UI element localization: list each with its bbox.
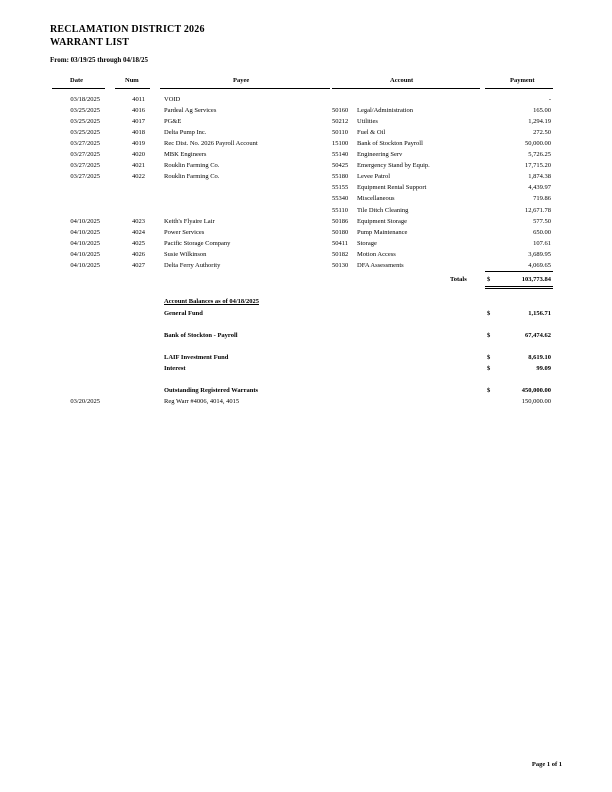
row-account-name: Levee Patrol <box>357 173 391 181</box>
balance-amount: 450,000.00 <box>521 387 551 394</box>
row-account-code: 55140 <box>332 151 349 159</box>
header-rule <box>485 88 553 89</box>
row-account-name: Emergency Stand by Equip. <box>357 162 430 170</box>
row-payee: Rouklin Farming Co. <box>164 173 220 181</box>
row-num: 4027 <box>132 261 145 269</box>
header-rule <box>332 88 480 89</box>
row-num: 4026 <box>132 250 145 258</box>
balance-amount: 8,619.10 <box>528 354 551 361</box>
row-account-code: 50186 <box>332 217 349 225</box>
row-payee: PG&E <box>164 118 182 126</box>
row-payee: MBK Engineers <box>164 151 207 159</box>
row-payee: Power Services <box>164 228 205 236</box>
balance-amount: 67,474.62 <box>525 332 551 339</box>
date-range: From: 03/19/25 through 04/18/25 <box>50 56 148 64</box>
row-payee: Rec Dist. No. 2026 Payroll Account <box>164 140 258 148</box>
row-payment: 650.00 <box>533 228 551 236</box>
row-account-code: 15100 <box>332 140 349 148</box>
row-payee: Delta Ferry Authority <box>164 261 221 269</box>
row-payment: 719.86 <box>533 195 551 203</box>
totals-label: Totals <box>450 276 467 283</box>
row-account-name: Tile Ditch Cleaning <box>357 206 409 214</box>
row-num: 4011 <box>132 96 145 103</box>
row-date: 03/25/2025 <box>70 129 100 137</box>
row-account-name: Fuel & Oil <box>357 129 386 137</box>
balance-currency: $ <box>487 365 491 372</box>
row-date: 04/10/2025 <box>70 261 100 269</box>
row-payee: Pardeal Ag Services <box>164 107 217 115</box>
row-date: 03/25/2025 <box>70 107 100 115</box>
row-account-name: Engineering Serv <box>357 151 403 159</box>
row-num: 4019 <box>132 140 145 148</box>
col-header-payee: Payee <box>233 77 250 84</box>
row-date: 03/27/2025 <box>70 173 100 181</box>
row-num: 4022 <box>132 173 145 181</box>
row-payment: 4,439.97 <box>528 184 551 192</box>
header-rule <box>115 88 150 89</box>
reg-warrant-amount: 150,000.00 <box>521 398 551 405</box>
row-account-name: Storage <box>357 239 377 247</box>
row-account-code: 50110 <box>332 129 349 137</box>
document-title: WARRANT LIST <box>50 37 130 48</box>
balance-label: LAIF Investment Fund <box>164 354 229 361</box>
row-payment: - <box>548 96 551 103</box>
row-account-name: Miscellaneous <box>357 195 395 203</box>
row-date: 03/27/2025 <box>70 140 100 148</box>
total-double-rule <box>485 288 553 289</box>
col-header-account: Account <box>390 77 414 84</box>
row-payment: 4,069.65 <box>528 261 551 269</box>
row-account-code: 50411 <box>332 239 349 247</box>
balance-currency: $ <box>487 310 491 317</box>
col-header-num: Num <box>125 77 139 84</box>
row-account-code: 50160 <box>332 107 349 115</box>
row-num: 4023 <box>132 217 145 225</box>
row-payee: Susie Wilkinson <box>164 250 207 258</box>
balance-label: General Fund <box>164 310 203 317</box>
row-account-name: Motion Access <box>357 250 396 258</box>
totals-amount: 103,773.84 <box>521 276 551 283</box>
row-account-code: 50130 <box>332 261 349 269</box>
row-payee: Rouklin Farming Co. <box>164 162 220 170</box>
balance-currency: $ <box>487 387 491 394</box>
balance-amount: 99.09 <box>536 365 551 372</box>
totals-currency: $ <box>487 276 491 283</box>
balances-heading: Account Balances as of 04/18/2025 <box>164 298 259 305</box>
row-account-code: 55180 <box>332 173 349 181</box>
reg-warrant-label: Reg Warr #4006, 4014, 4015 <box>164 398 240 405</box>
row-account-code: 50182 <box>332 250 349 258</box>
row-date: 03/18/2025 <box>70 96 100 103</box>
row-payment: 5,726.25 <box>528 151 551 159</box>
row-payee: Pacific Storage Company <box>164 239 231 247</box>
row-date: 04/10/2025 <box>70 228 100 236</box>
row-num: 4017 <box>132 118 145 126</box>
row-payment: 577.50 <box>533 217 551 225</box>
row-payment: 272.50 <box>533 129 551 137</box>
row-num: 4018 <box>132 129 145 137</box>
row-payee: Delta Pump Inc. <box>164 129 207 137</box>
row-account-name: DFA Assessments <box>357 261 404 269</box>
total-double-rule <box>485 286 553 287</box>
col-header-payment: Payment <box>510 77 535 84</box>
row-payment: 1,874.38 <box>528 173 551 181</box>
row-payment: 50,000.00 <box>525 140 551 148</box>
row-payment: 17,715.20 <box>525 162 551 170</box>
balance-label: Interest <box>164 365 186 372</box>
row-payment: 1,294.19 <box>528 118 551 126</box>
row-account-code: 55110 <box>332 206 349 214</box>
row-account-code: 50180 <box>332 228 349 236</box>
district-title: RECLAMATION DISTRICT 2026 <box>50 24 205 35</box>
row-payment: 12,671.78 <box>525 206 551 214</box>
col-header-date: Date <box>70 77 83 84</box>
total-rule <box>485 271 553 272</box>
row-account-name: Utilities <box>357 118 378 126</box>
row-account-code: 55155 <box>332 184 349 192</box>
row-account-name: Equipment Rental Support <box>357 184 427 192</box>
balance-amount: 1,156.71 <box>528 310 551 317</box>
row-date: 04/10/2025 <box>70 239 100 247</box>
row-num: 4024 <box>132 228 145 236</box>
row-payee: VOID <box>164 96 181 103</box>
row-num: 4016 <box>132 107 145 115</box>
balance-currency: $ <box>487 332 491 339</box>
row-date: 03/27/2025 <box>70 162 100 170</box>
row-date: 04/10/2025 <box>70 250 100 258</box>
balance-label: Outstanding Registered Warrants <box>164 387 259 394</box>
balance-label: Bank of Stockton - Payroll <box>164 332 238 339</box>
row-date: 04/10/2025 <box>70 217 100 225</box>
row-account-name: Legal/Administration <box>357 107 413 115</box>
row-payee: Keith's Flyaire Lair <box>164 217 215 225</box>
row-date: 03/25/2025 <box>70 118 100 126</box>
row-account-code: 50212 <box>332 118 349 126</box>
row-account-code: 50425 <box>332 162 349 170</box>
row-num: 4025 <box>132 239 145 247</box>
row-payment: 107.61 <box>533 239 551 247</box>
row-date: 03/27/2025 <box>70 151 100 159</box>
header-rule <box>160 88 330 89</box>
row-num: 4021 <box>132 162 145 170</box>
reg-warrant-date: 03/20/2025 <box>70 398 100 405</box>
balance-currency: $ <box>487 354 491 361</box>
row-payment: 165.00 <box>533 107 551 115</box>
header-rule <box>52 88 105 89</box>
row-num: 4020 <box>132 151 145 159</box>
row-payment: 3,689.95 <box>528 250 551 258</box>
row-account-name: Bank of Stockton Payroll <box>357 140 423 148</box>
row-account-name: Equipment Storage <box>357 217 408 225</box>
page-number: Page 1 of 1 <box>531 761 562 768</box>
row-account-name: Pump Maintenance <box>357 228 408 236</box>
row-account-code: 55340 <box>332 195 349 203</box>
